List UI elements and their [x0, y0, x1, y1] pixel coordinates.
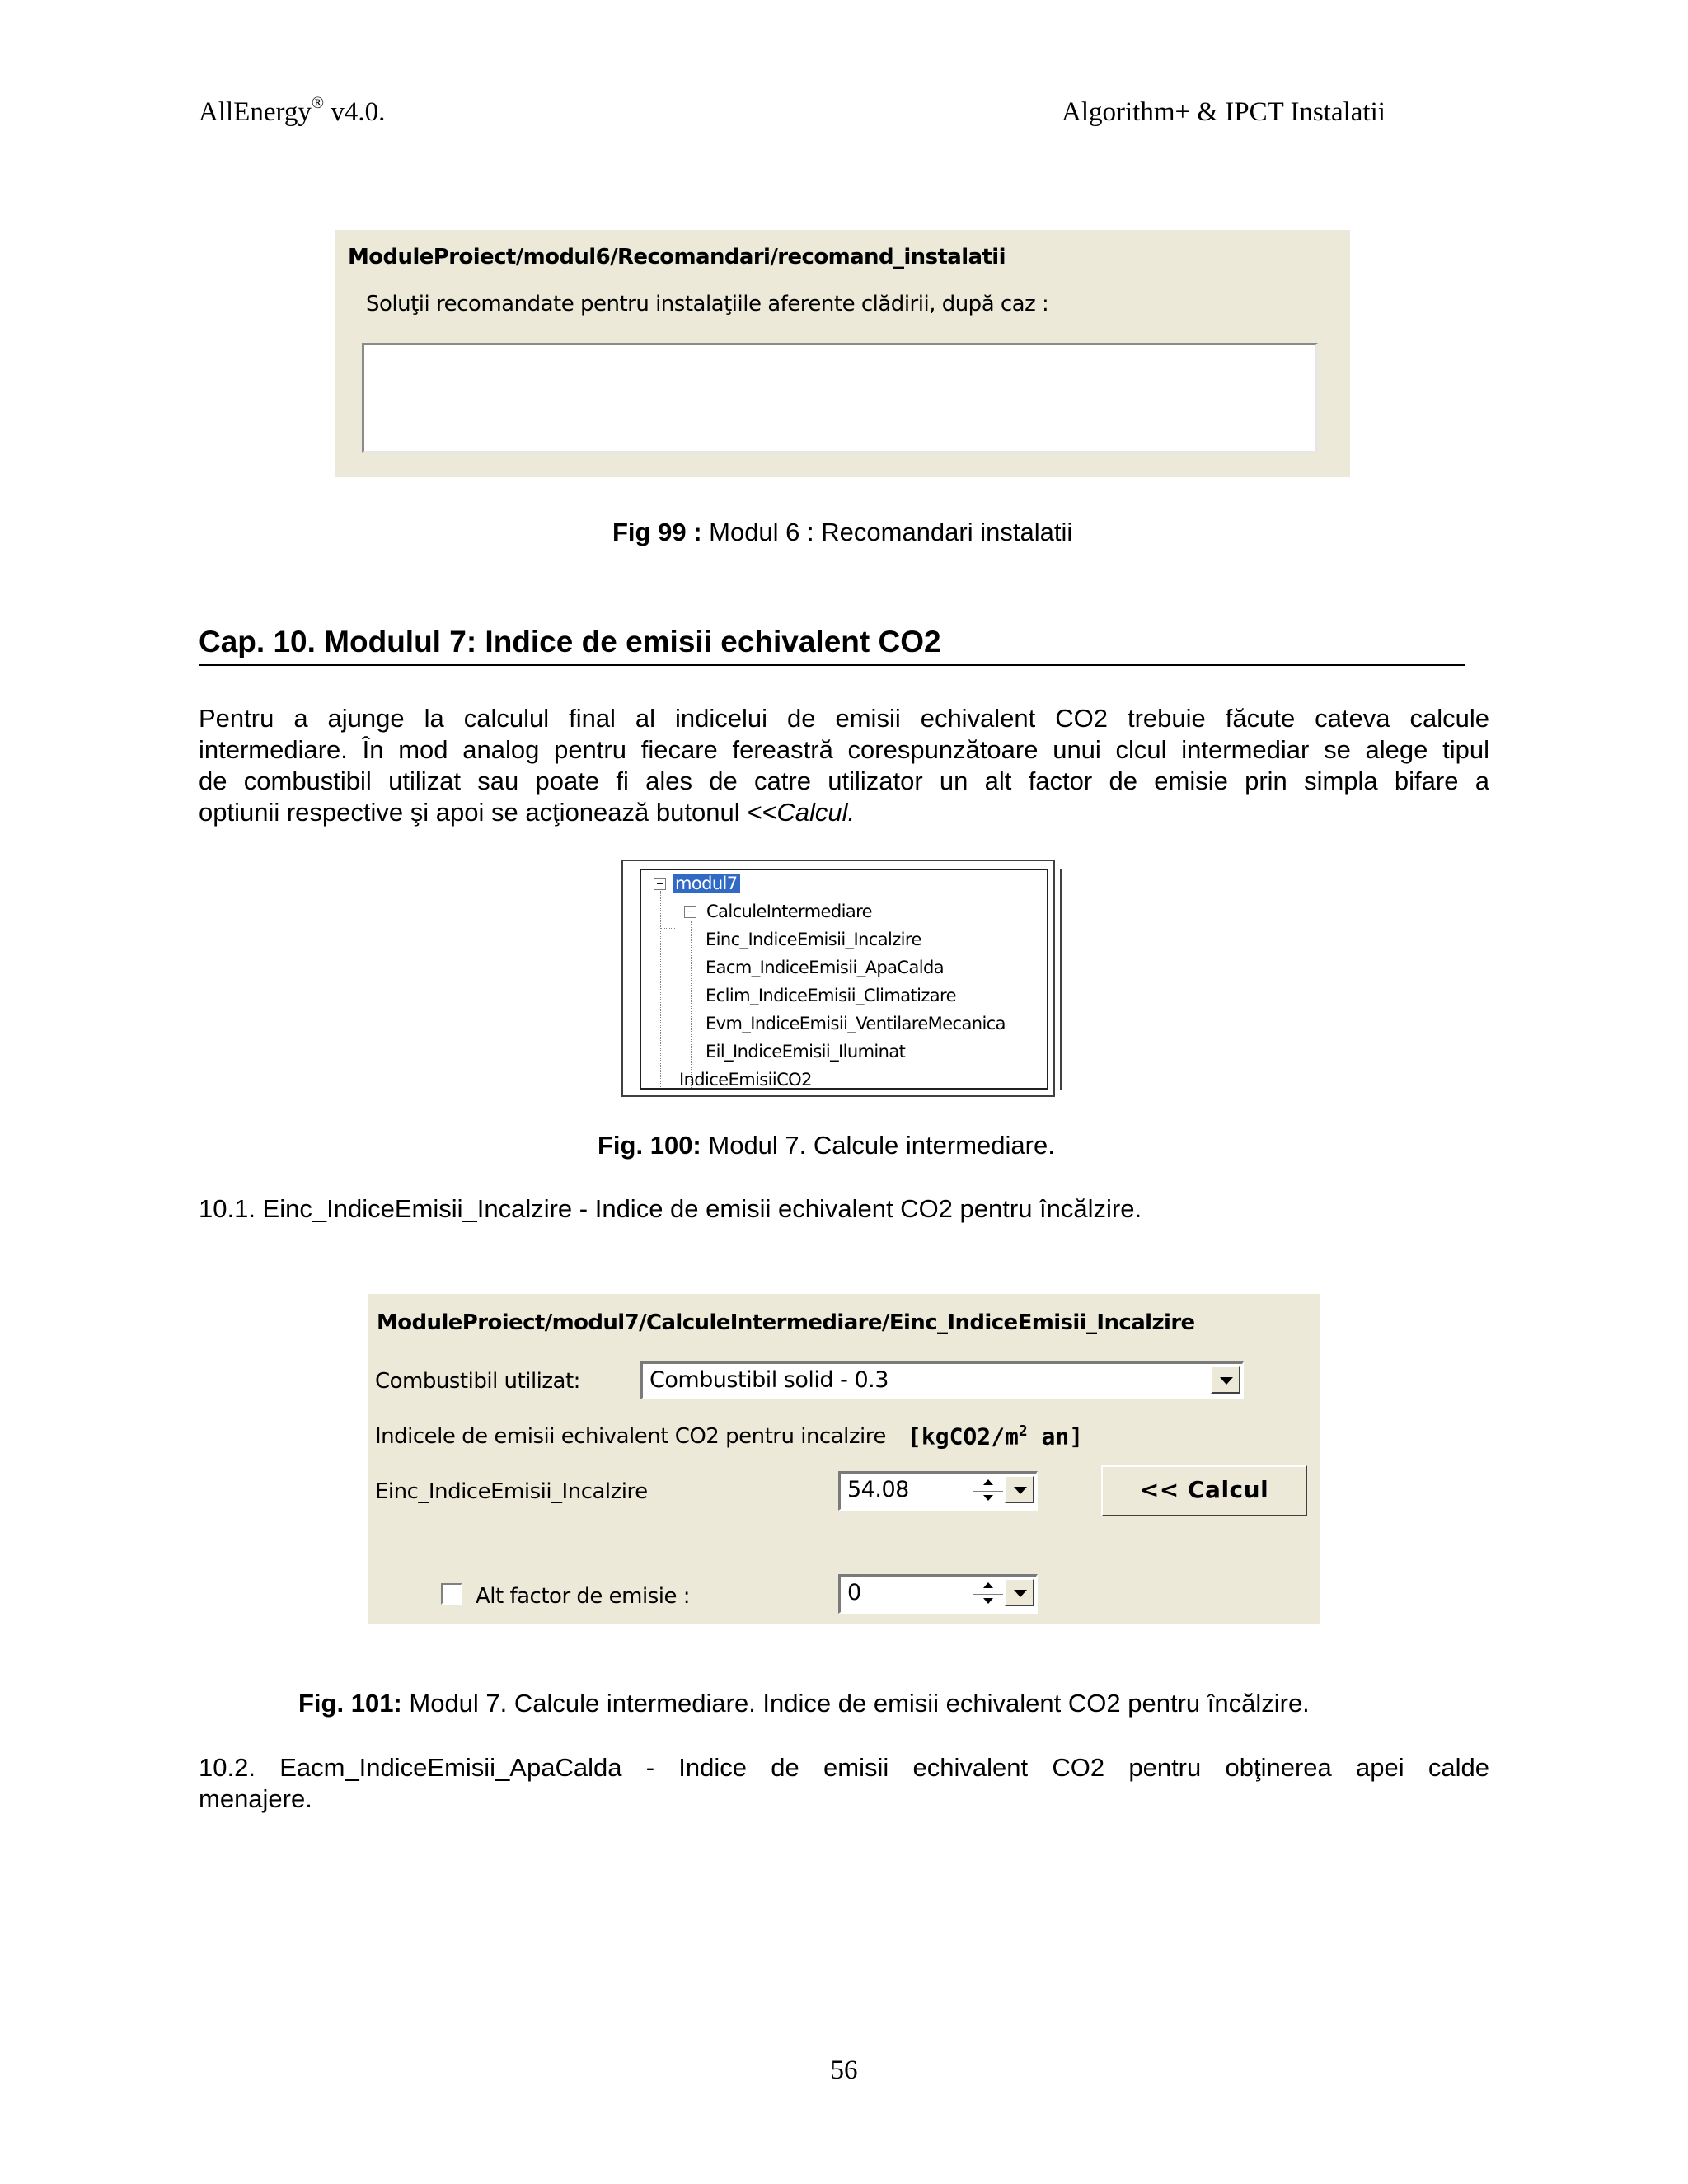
einc-value: 54.08: [847, 1477, 909, 1502]
einc-label: Einc_IndiceEmisii_Incalzire: [375, 1479, 648, 1504]
collapse-icon[interactable]: −: [654, 878, 666, 890]
tree-frame-edge: [1060, 869, 1062, 1090]
collapse-icon[interactable]: −: [684, 906, 696, 918]
tree-node-last[interactable]: IndiceEmisiiCO2: [679, 1070, 812, 1090]
alt-factor-label: Alt factor de emisie :: [476, 1584, 691, 1609]
page-number: 56: [830, 2055, 858, 2085]
header-company: Algorithm+ & IPCT Instalatii: [1062, 97, 1386, 127]
tree-node-group[interactable]: CalculeIntermediare: [706, 902, 872, 921]
einc-value-field[interactable]: [838, 1471, 1038, 1511]
combustibil-value: Combustibil solid - 0.3: [649, 1367, 889, 1393]
fig99-label: Soluţii recomandate pentru instalaţiile aferente clădirii, după caz :: [366, 292, 1049, 316]
recommendations-textarea[interactable]: [362, 343, 1318, 453]
combustibil-select[interactable]: [640, 1361, 1244, 1399]
fig99-path: ModuleProiect/modul6/Recomandari/recomand_instalatii: [348, 245, 1006, 269]
tree-node-item[interactable]: Eclim_IndiceEmisii_Climatizare: [706, 986, 956, 1005]
spinner-icon[interactable]: [973, 1578, 1003, 1610]
spinner-icon[interactable]: [973, 1475, 1003, 1507]
tree-node-item[interactable]: Evm_IndiceEmisii_VentilareMecanica: [706, 1014, 1006, 1033]
subsection-10-1: 10.1. Einc_IndiceEmisii_Incalzire - Indice de emisii echivalent CO2 pentru încălzire.: [199, 1194, 1142, 1223]
intro-paragraph: [199, 703, 1489, 828]
tree-node-root[interactable]: modul7: [673, 874, 740, 893]
chevron-down-icon[interactable]: [1005, 1578, 1034, 1606]
paragraph-line: Pentru a ajunge la calculul final al indicelui de emisii echivalent CO2 trebuie făcute cateva calcule: [199, 704, 1489, 733]
indice-label: Indicele de emisii echivalent CO2 pentru incalzire: [375, 1424, 886, 1449]
tree-node-item[interactable]: Eacm_IndiceEmisii_ApaCalda: [706, 958, 944, 977]
fig101-path: ModuleProiect/modul7/CalculeIntermediare/Einc_IndiceEmisii_Incalzire: [377, 1310, 1195, 1335]
alt-factor-checkbox[interactable]: [441, 1583, 462, 1605]
fig99-panel: [335, 230, 1350, 477]
module-tree[interactable]: [640, 869, 1048, 1090]
alt-factor-value: 0: [847, 1580, 861, 1605]
tree-node-item[interactable]: Eil_IndiceEmisii_Iluminat: [706, 1042, 906, 1062]
calcul-button[interactable]: << Calcul: [1101, 1465, 1307, 1516]
paragraph-line: menajere.: [199, 1784, 312, 1813]
chevron-down-icon[interactable]: [1211, 1366, 1240, 1394]
fig100-caption: Fig. 100: Modul 7. Calcule intermediare.: [598, 1131, 1055, 1160]
paragraph-line: intermediare. În mod analog pentru fiecare fereastră corespunzătoare unui clcul intermediar se alege tipul: [199, 735, 1489, 764]
header-product: AllEnergy® v4.0.: [199, 94, 386, 127]
chapter-heading: Cap. 10. Modulul 7: Indice de emisii echivalent CO2: [199, 625, 1465, 666]
paragraph-line: optiunii respective şi apoi se acţionează butonul <<Calcul.: [199, 798, 856, 827]
fig101-caption: Fig. 101: Modul 7. Calcule intermediare. Indice de emisii echivalent CO2 pentru încălzire.: [298, 1689, 1310, 1718]
alt-factor-field[interactable]: [838, 1574, 1038, 1614]
chevron-down-icon[interactable]: [1005, 1475, 1034, 1503]
paragraph-line: de combustibil utilizat sau poate fi ales de catre utilizator un alt factor de emisie prin simpla bifare a: [199, 766, 1489, 795]
subsection-10-2: [199, 1752, 1489, 1815]
combustibil-label: Combustibil utilizat:: [375, 1369, 580, 1394]
unit-label: [$kgCO2/m^2$ an]: [907, 1422, 1084, 1451]
fig99-caption: Fig 99 : Modul 6 : Recomandari instalatii: [612, 518, 1073, 546]
paragraph-line: 10.2. Eacm_IndiceEmisii_ApaCalda - Indice de emisii echivalent CO2 pentru obţinerea apei calde: [199, 1753, 1489, 1782]
fig101-panel: [368, 1294, 1320, 1624]
tree-node-item[interactable]: Einc_IndiceEmisii_Incalzire: [706, 930, 921, 949]
